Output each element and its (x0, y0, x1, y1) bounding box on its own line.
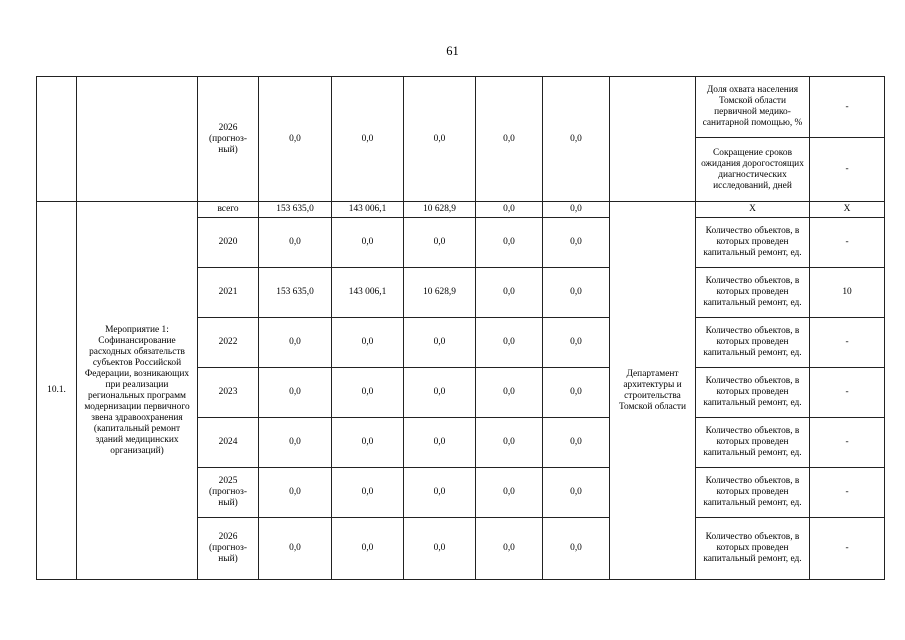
year-label: 2022 (218, 337, 238, 347)
year-cell (198, 268, 259, 318)
indicator-name: Сокращение сроков ожидания дорогостоящих диагностических исследований, дней (696, 138, 810, 202)
value-cell: 153 635,0 (259, 268, 332, 318)
value-cell: 0,0 (543, 368, 610, 418)
value-cell: 10 628,9 (404, 268, 476, 318)
value-cell: 0,0 (259, 318, 332, 368)
measure-description: Мероприятие 1: Софинансирование расходных обязательств субъектов Российской Федерации, возникающих при реализации региональных программ модернизации первичного звена здравоохранения (капитальный ремонт зданий медицинских организаций) (77, 202, 198, 580)
year-cell (198, 518, 259, 580)
table-row (37, 77, 885, 138)
year-label: 2026 (218, 532, 238, 542)
value-cell: 0,0 (404, 418, 476, 468)
year-note: (прогноз- ный) (209, 487, 247, 508)
value-cell: 0,0 (259, 518, 332, 580)
executor-cell (610, 77, 696, 202)
indicator-name: Х (696, 202, 810, 218)
description-cell (77, 77, 198, 202)
value-cell: 0,0 (476, 268, 543, 318)
indicator-name: Количество объектов, в которых проведен капитальный ремонт, ед. (696, 318, 810, 368)
page-number: 61 (446, 44, 459, 58)
number-cell (37, 77, 77, 202)
value-cell: 0,0 (543, 418, 610, 468)
value-cell: 0,0 (543, 77, 610, 202)
value-cell: 0,0 (332, 368, 404, 418)
value-cell: 0,0 (476, 77, 543, 202)
value-cell: 0,0 (404, 218, 476, 268)
value-cell: 0,0 (404, 368, 476, 418)
value-cell: 0,0 (332, 218, 404, 268)
value-cell: 0,0 (404, 318, 476, 368)
value-cell: 0,0 (476, 218, 543, 268)
indicator-value: - (810, 77, 885, 138)
value-cell: 10 628,9 (404, 202, 476, 218)
value-cell: 0,0 (476, 318, 543, 368)
value-cell: 0,0 (332, 418, 404, 468)
year-label: 2020 (218, 237, 238, 247)
indicator-value: 10 (810, 268, 885, 318)
value-cell: 0,0 (259, 218, 332, 268)
value-cell: 0,0 (259, 468, 332, 518)
value-cell: 0,0 (543, 202, 610, 218)
year-note: (прогноз- ный) (209, 543, 247, 564)
indicator-name: Количество объектов, в которых проведен капитальный ремонт, ед. (696, 518, 810, 580)
value-cell: 0,0 (259, 368, 332, 418)
value-cell: 0,0 (476, 418, 543, 468)
value-cell: 0,0 (332, 77, 404, 202)
year-label: 2026 (218, 122, 238, 133)
value-cell: 143 006,1 (332, 268, 404, 318)
value-cell: 0,0 (543, 468, 610, 518)
indicator-name: Количество объектов, в которых проведен капитальный ремонт, ед. (696, 268, 810, 318)
indicator-value: Х (810, 202, 885, 218)
value-cell: 0,0 (404, 518, 476, 580)
value-cell: 0,0 (332, 518, 404, 580)
indicator-value: - (810, 218, 885, 268)
value-cell: 0,0 (404, 468, 476, 518)
total-label: всего (198, 202, 259, 218)
value-cell: 143 006,1 (332, 202, 404, 218)
year-cell (198, 368, 259, 418)
indicator-value: - (810, 418, 885, 468)
year-label: 2023 (218, 387, 238, 397)
value-cell: 153 635,0 (259, 202, 332, 218)
value-cell: 0,0 (476, 368, 543, 418)
value-cell: 0,0 (259, 418, 332, 468)
value-cell: 0,0 (543, 268, 610, 318)
year-cell (198, 318, 259, 368)
value-cell: 0,0 (404, 77, 476, 202)
year-label: 2024 (218, 437, 238, 447)
value-cell: 0,0 (476, 468, 543, 518)
year-note: (прогноз- ный) (209, 133, 247, 155)
indicator-value: - (810, 368, 885, 418)
value-cell: 0,0 (543, 218, 610, 268)
year-cell (198, 77, 259, 202)
value-cell: 0,0 (259, 77, 332, 202)
program-table (36, 76, 885, 580)
value-cell: 0,0 (543, 518, 610, 580)
executor-cell: Департамент архитектуры и строительства Томской области (610, 202, 696, 580)
indicator-value: - (810, 318, 885, 368)
indicator-name: Количество объектов, в которых проведен капитальный ремонт, ед. (696, 368, 810, 418)
year-cell (198, 418, 259, 468)
value-cell: 0,0 (332, 468, 404, 518)
indicator-value: - (810, 138, 885, 202)
year-cell (198, 218, 259, 268)
year-label: 2021 (218, 287, 238, 297)
table-row (37, 202, 885, 218)
indicator-value: - (810, 518, 885, 580)
indicator-value: - (810, 468, 885, 518)
measure-number: 10.1. (37, 202, 77, 580)
indicator-name: Количество объектов, в которых проведен капитальный ремонт, ед. (696, 418, 810, 468)
indicator-name: Количество объектов, в которых проведен капитальный ремонт, ед. (696, 468, 810, 518)
value-cell: 0,0 (476, 202, 543, 218)
value-cell: 0,0 (476, 518, 543, 580)
indicator-name: Доля охвата населения Томской области первичной медико-санитарной помощью, % (696, 77, 810, 138)
year-label: 2025 (218, 476, 238, 486)
indicator-name: Количество объектов, в которых проведен капитальный ремонт, ед. (696, 218, 810, 268)
value-cell: 0,0 (543, 318, 610, 368)
year-cell (198, 468, 259, 518)
value-cell: 0,0 (332, 318, 404, 368)
